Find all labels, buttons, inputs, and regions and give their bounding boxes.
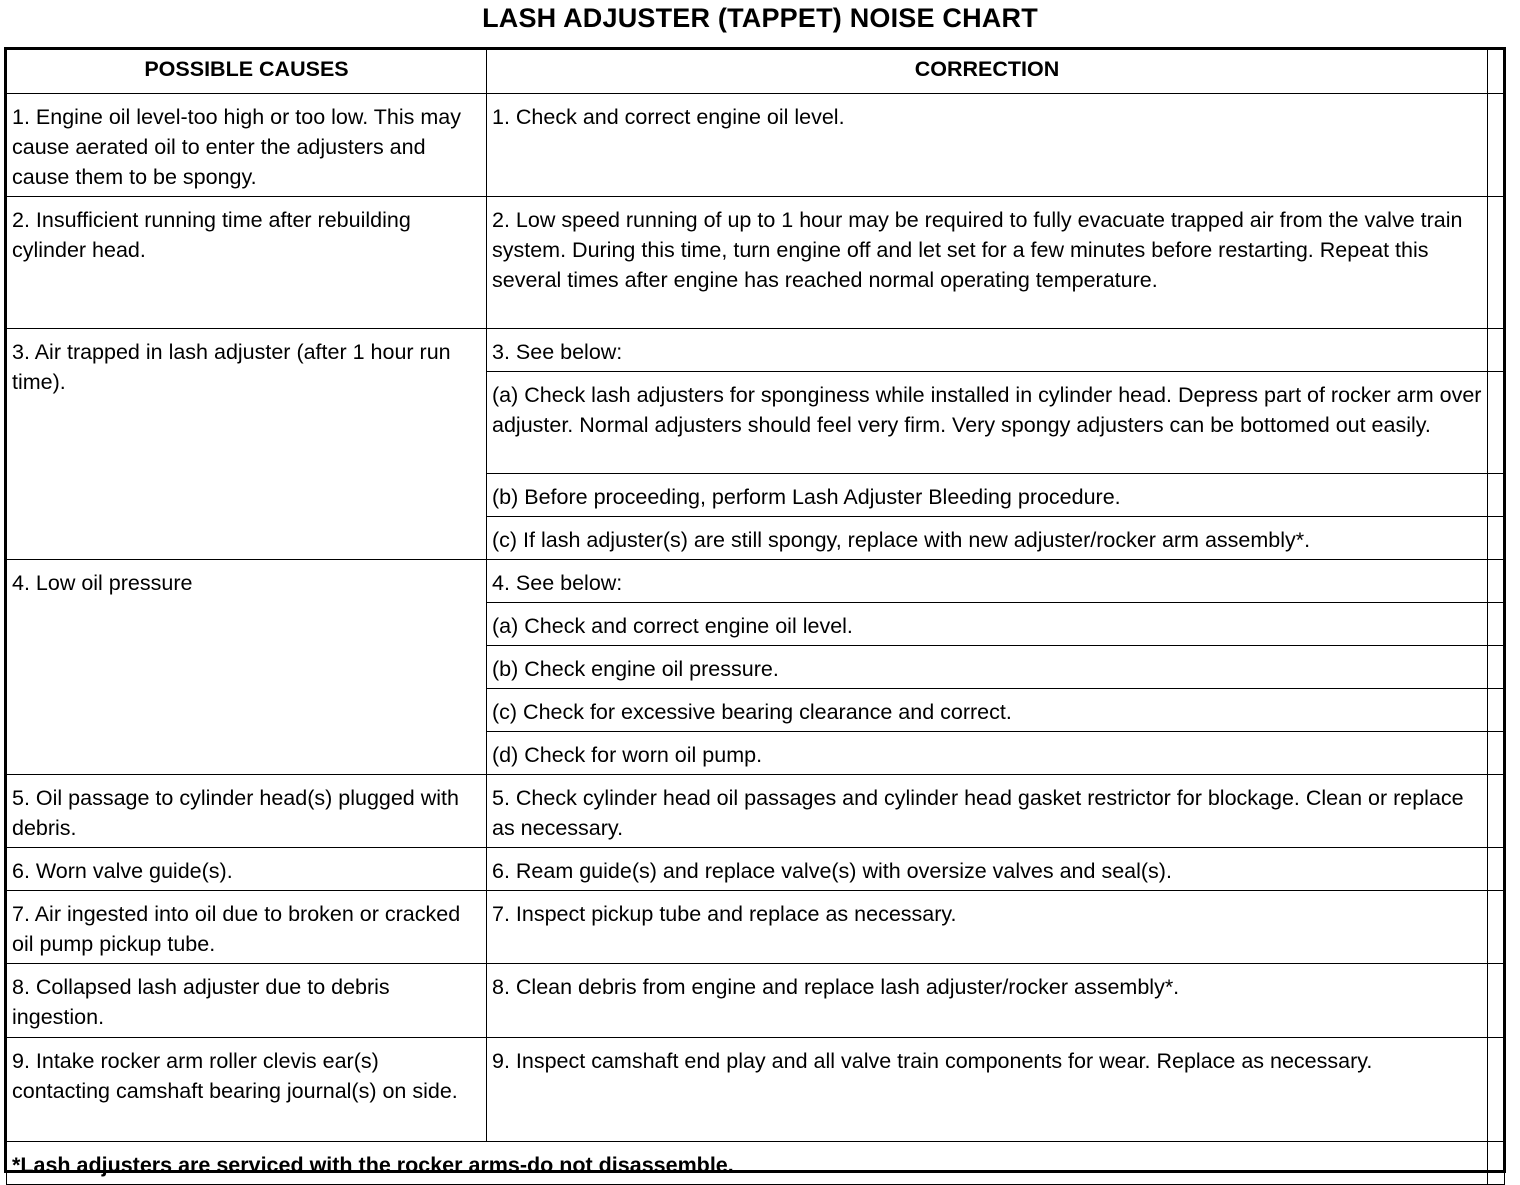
table-row: [7, 329, 1505, 372]
correction-cell: (c) If lash adjuster(s) are still spongy, replace with new adjuster/rocker arm assembly*.: [487, 517, 1488, 560]
correction-cell: (a) Check lash adjusters for sponginess while installed in cylinder head. Depress part of rocker arm over adjuster. Normal adjusters should feel very firm. Very spongy adjusters can be bottomed out easily.: [487, 372, 1488, 474]
edge-cell: [1488, 964, 1505, 1038]
edge-cell: [1488, 517, 1505, 560]
table-row: [7, 560, 1505, 603]
edge-cell: [1488, 94, 1505, 197]
table-row: [7, 964, 1505, 1038]
correction-cell: 1. Check and correct engine oil level.: [487, 94, 1488, 197]
correction-cell: 8. Clean debris from engine and replace lash adjuster/rocker assembly*.: [487, 964, 1488, 1038]
correction-cell: 4. See below:: [487, 560, 1488, 603]
noise-chart-table: [6, 49, 1505, 1185]
correction-cell: 9. Inspect camshaft end play and all valve train components for wear. Replace as necessary.: [487, 1038, 1488, 1142]
table-row: [7, 775, 1505, 848]
cause-cell: 6. Worn valve guide(s).: [7, 848, 487, 891]
correction-cell: (b) Check engine oil pressure.: [487, 646, 1488, 689]
correction-cell: (b) Before proceeding, perform Lash Adjuster Bleeding procedure.: [487, 474, 1488, 517]
header-correction: CORRECTION: [487, 50, 1488, 94]
edge-cell: [1488, 646, 1505, 689]
correction-cell: 7. Inspect pickup tube and replace as necessary.: [487, 891, 1488, 964]
edge-cell: [1488, 603, 1505, 646]
edge-cell: [1488, 197, 1505, 329]
table-row: [7, 848, 1505, 891]
correction-cell: (a) Check and correct engine oil level.: [487, 603, 1488, 646]
edge-cell: [1488, 1142, 1505, 1185]
correction-cell: 5. Check cylinder head oil passages and cylinder head gasket restrictor for blockage. Clean or replace as necessary.: [487, 775, 1488, 848]
table-row: [7, 197, 1505, 329]
correction-cell: 2. Low speed running of up to 1 hour may be required to fully evacuate trapped air from the valve train system. During this time, turn engine off and let set for a few minutes before restarting. Repeat this several times after engine has reached normal operating temperature.: [487, 197, 1488, 329]
cause-cell: 4. Low oil pressure: [7, 560, 487, 775]
table-row: [7, 891, 1505, 964]
correction-cell: (d) Check for worn oil pump.: [487, 732, 1488, 775]
footer-note: *Lash adjusters are serviced with the rocker arms-do not disassemble.: [7, 1142, 1488, 1185]
correction-cell: 6. Ream guide(s) and replace valve(s) with oversize valves and seal(s).: [487, 848, 1488, 891]
edge-cell: [1488, 50, 1505, 94]
table-row: [7, 94, 1505, 197]
edge-cell: [1488, 474, 1505, 517]
footer-row: [7, 1142, 1505, 1185]
edge-cell: [1488, 689, 1505, 732]
cause-cell: 2. Insufficient running time after rebuilding cylinder head.: [7, 197, 487, 329]
header-row: [7, 50, 1505, 94]
edge-cell: [1488, 891, 1505, 964]
edge-cell: [1488, 848, 1505, 891]
header-possible-causes: POSSIBLE CAUSES: [7, 50, 487, 94]
cause-cell: 7. Air ingested into oil due to broken or cracked oil pump pickup tube.: [7, 891, 487, 964]
edge-cell: [1488, 329, 1505, 372]
edge-cell: [1488, 732, 1505, 775]
chart-title: LASH ADJUSTER (TAPPET) NOISE CHART: [482, 3, 1038, 33]
edge-cell: [1488, 560, 1505, 603]
cause-cell: 5. Oil passage to cylinder head(s) plugged with debris.: [7, 775, 487, 848]
cause-cell: 9. Intake rocker arm roller clevis ear(s) contacting camshaft bearing journal(s) on side.: [7, 1038, 487, 1142]
edge-cell: [1488, 1038, 1505, 1142]
correction-cell: 3. See below:: [487, 329, 1488, 372]
edge-cell: [1488, 775, 1505, 848]
table-row: [7, 1038, 1505, 1142]
correction-cell: (c) Check for excessive bearing clearance and correct.: [487, 689, 1488, 732]
cause-cell: 3. Air trapped in lash adjuster (after 1 hour run time).: [7, 329, 487, 560]
cause-cell: 8. Collapsed lash adjuster due to debris ingestion.: [7, 964, 487, 1038]
edge-cell: [1488, 372, 1505, 474]
cause-cell: 1. Engine oil level-too high or too low. This may cause aerated oil to enter the adjusters and cause them to be spongy.: [7, 94, 487, 197]
